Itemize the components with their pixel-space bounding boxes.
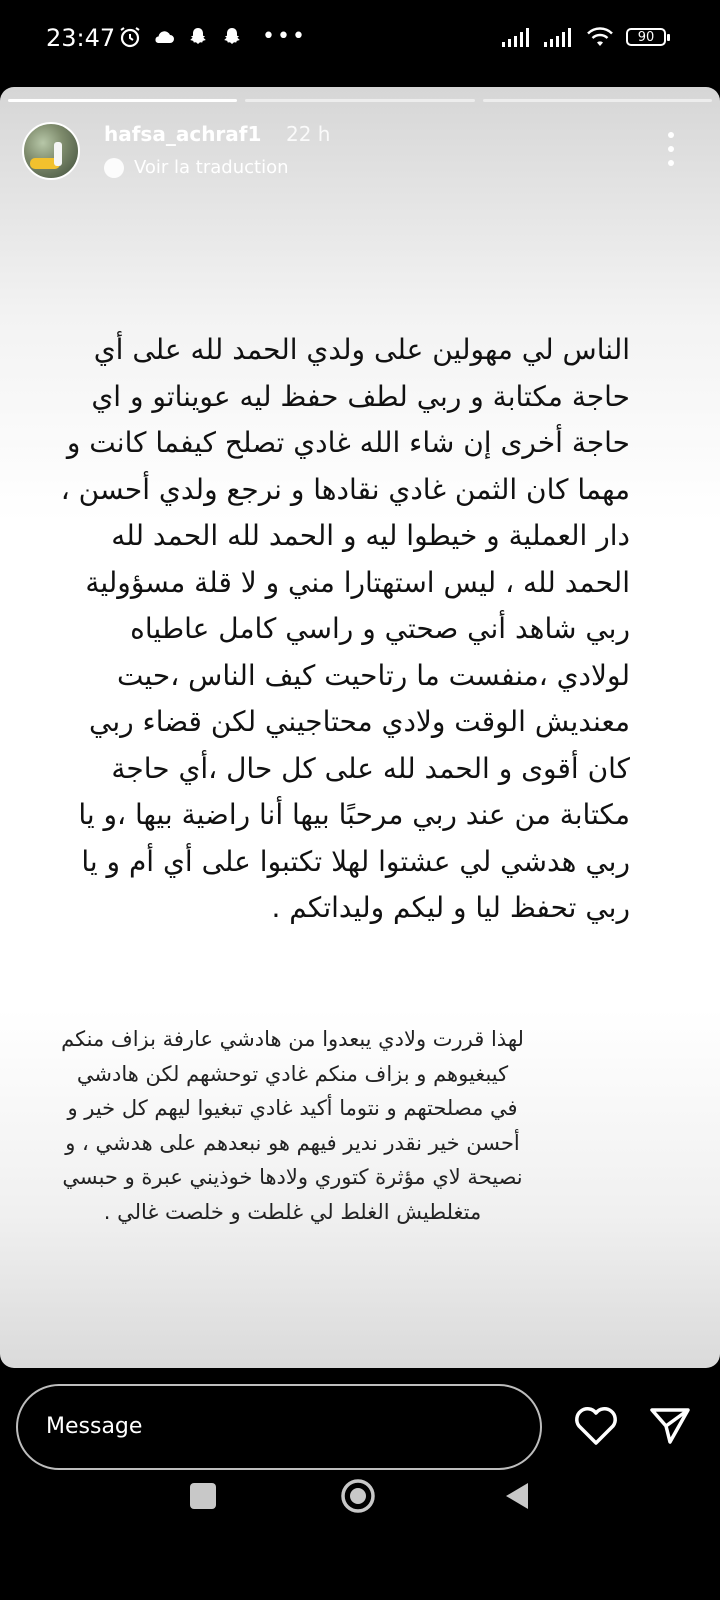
story-progress [8,99,712,102]
home-icon[interactable] [340,1478,376,1514]
cloud-icon [152,25,176,49]
status-time: 23:47 [46,24,116,52]
system-icons [502,26,666,48]
message-input[interactable] [16,1384,542,1470]
send-icon[interactable] [648,1404,692,1448]
translate-label: Voir la traduction [134,157,289,178]
story-username[interactable]: hafsa_achraf1 [104,122,262,146]
signal-icon [544,27,574,47]
story-text-secondary: لهذا قررت ولادي يبعدوا من هادشي عارفة بزاف منكم كيبغيوهم و بزاف منكم غادي توحشهم لكن هادشي في مصلحتهم و نتوما أكيد غادي تبغيوا ليهم كل خير و أحسن خير نقدر ندير فيهم هو نبعدهم على هدشي ، و نصيحة لاي مؤثرة كتوري ولادها خوذيني عبرة و حبسي متغلطيش الغلط لي غلطت و خلصت غالي . [61,1027,524,1224]
story-text-main: الناس لي مهولين على ولدي الحمد لله على أي حاجة مكتابة و ربي لطف حفظ ليه عويناتو و اي حاجة أخرى إن شاء الله غادي تصلح كيفما كانت و مهما كان الثمن غادي نقادها و نرجع ولدي أحسن ، دار العملية و خيطوا ليه و الحمد لله الحمد لله الحمد لله ، ليس استهتارا مني و لا قلة مسؤولية ربي شاهد أني صحتي و راسي كامل عاطياه لولادي ،منفست ما رتاحيت كيف الناس ،حيت معنديش الوقت ولادي محتاجيني لكن قضاء ربي كان أقوى و الحمد لله على كل حال ،أي حاجة مكتابة من عند ربي مرحبًا بيها أنا راضية بيها ،و يا ربي هدشي لي عشتوا لهلا تكتبوا على أي أم و يا ربي تحفظ ليا و ليكم وليداتكم . [60,333,630,924]
back-icon[interactable] [502,1480,532,1512]
message-placeholder: Message [46,1414,143,1439]
status-bar [0,0,720,80]
snapchat-icon [186,25,210,49]
progress-segment [8,99,237,102]
more-options-icon[interactable] [666,132,676,166]
snapchat-icon [220,25,244,49]
alarm-icon [118,25,142,49]
heart-icon[interactable] [574,1406,618,1446]
more-dots-icon: ••• [262,24,307,49]
wifi-icon [586,26,614,48]
story-view[interactable] [0,87,720,1368]
signal-icon [502,27,532,47]
avatar[interactable] [22,122,80,180]
notification-icons [118,24,307,49]
story-time-ago: 22 h [286,122,331,146]
progress-segment [483,99,712,102]
recent-apps-icon[interactable] [190,1483,216,1509]
battery-icon: 90 [626,28,666,46]
translate-link[interactable] [104,157,289,178]
progress-segment [245,99,474,102]
translate-icon [104,158,124,178]
